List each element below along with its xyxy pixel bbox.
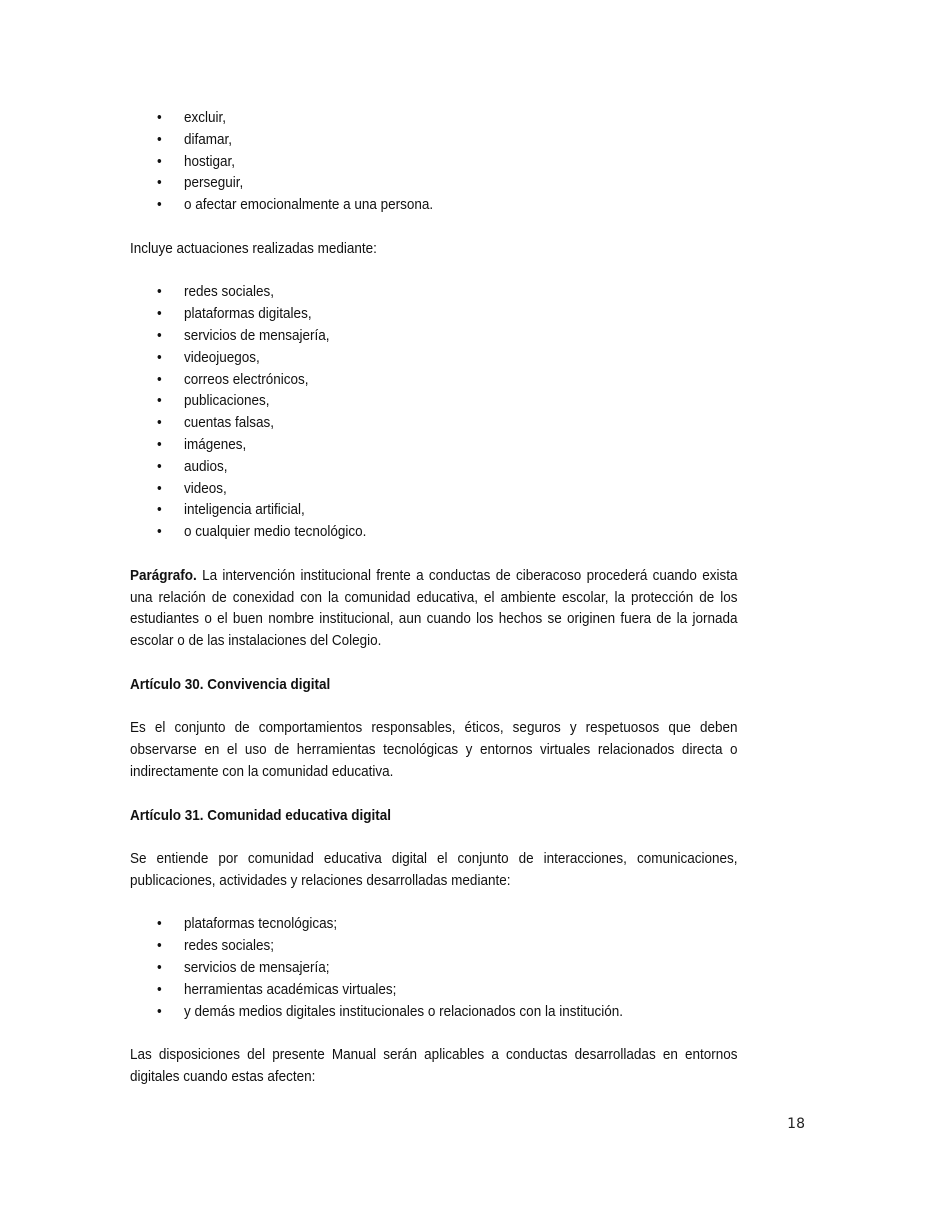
list-item: • videos,: [130, 478, 738, 500]
paragrafo-text: La intervención institucional frente a conductas de ciberacoso procederá cuando exista una relación de conexidad con la comunidad educativa, el ambiente escolar, la protección de los estudiantes o el buen nombre institucional, aun cuando los hechos se originen fuera de la jornada escolar o de las instalaciones del Colegio.: [130, 566, 738, 650]
article-31-heading: Artículo 31. Comunidad educativa digital: [130, 806, 392, 824]
paragrafo-paragraph: [130, 565, 738, 652]
list-item: • herramientas académicas virtuales;: [130, 979, 738, 1001]
list-item: • publicaciones,: [130, 390, 738, 412]
conduct-list: [130, 107, 738, 216]
list-item: • videojuegos,: [130, 347, 738, 369]
article-30-text: Es el conjunto de comportamientos responsables, éticos, seguros y respetuosos que deben observarse en el uso de herramientas tecnológicas y entornos virtuales relacionados directa o indirectamente con la comunidad educativa.: [130, 719, 738, 780]
list-item: • redes sociales,: [130, 281, 738, 303]
list-item: • correos electrónicos,: [130, 369, 738, 391]
list-item: • y demás medios digitales institucionales o relacionados con la institución.: [130, 1001, 738, 1023]
article-31-text: Se entiende por comunidad educativa digital el conjunto de interacciones, comunicaciones, publicaciones, actividades y relaciones desarrolladas mediante:: [130, 850, 738, 889]
list-item: • o afectar emocionalmente a una persona.: [130, 194, 738, 216]
list-item: • excluir,: [130, 107, 738, 129]
list-item: • o cualquier medio tecnológico.: [130, 521, 738, 543]
list-item: • audios,: [130, 456, 738, 478]
list-item: • servicios de mensajería,: [130, 325, 738, 347]
document-page: [130, 107, 738, 1088]
list-item: • hostigar,: [130, 151, 738, 173]
list-item: • plataformas tecnológicas;: [130, 913, 738, 935]
list-item: • difamar,: [130, 129, 738, 151]
media-list: [130, 281, 738, 543]
list-item: • imágenes,: [130, 434, 738, 456]
list-item: • redes sociales;: [130, 935, 738, 957]
paragrafo-label: Parágrafo.: [130, 566, 197, 584]
list-item: • perseguir,: [130, 172, 738, 194]
list-item: • plataformas digitales,: [130, 303, 738, 325]
digital-community-list: [130, 913, 738, 1022]
page-number: 18: [787, 1116, 805, 1132]
article-30-heading: Artículo 30. Convivencia digital: [130, 675, 331, 693]
list-item: • cuentas falsas,: [130, 412, 738, 434]
list-item: • inteligencia artificial,: [130, 499, 738, 521]
list-item: • servicios de mensajería;: [130, 957, 738, 979]
article-31-closing: Las disposiciones del presente Manual serán aplicables a conductas desarrolladas en entornos digitales cuando estas afecten:: [130, 1046, 738, 1086]
media-intro: Incluye actuaciones realizadas mediante:: [130, 239, 377, 257]
